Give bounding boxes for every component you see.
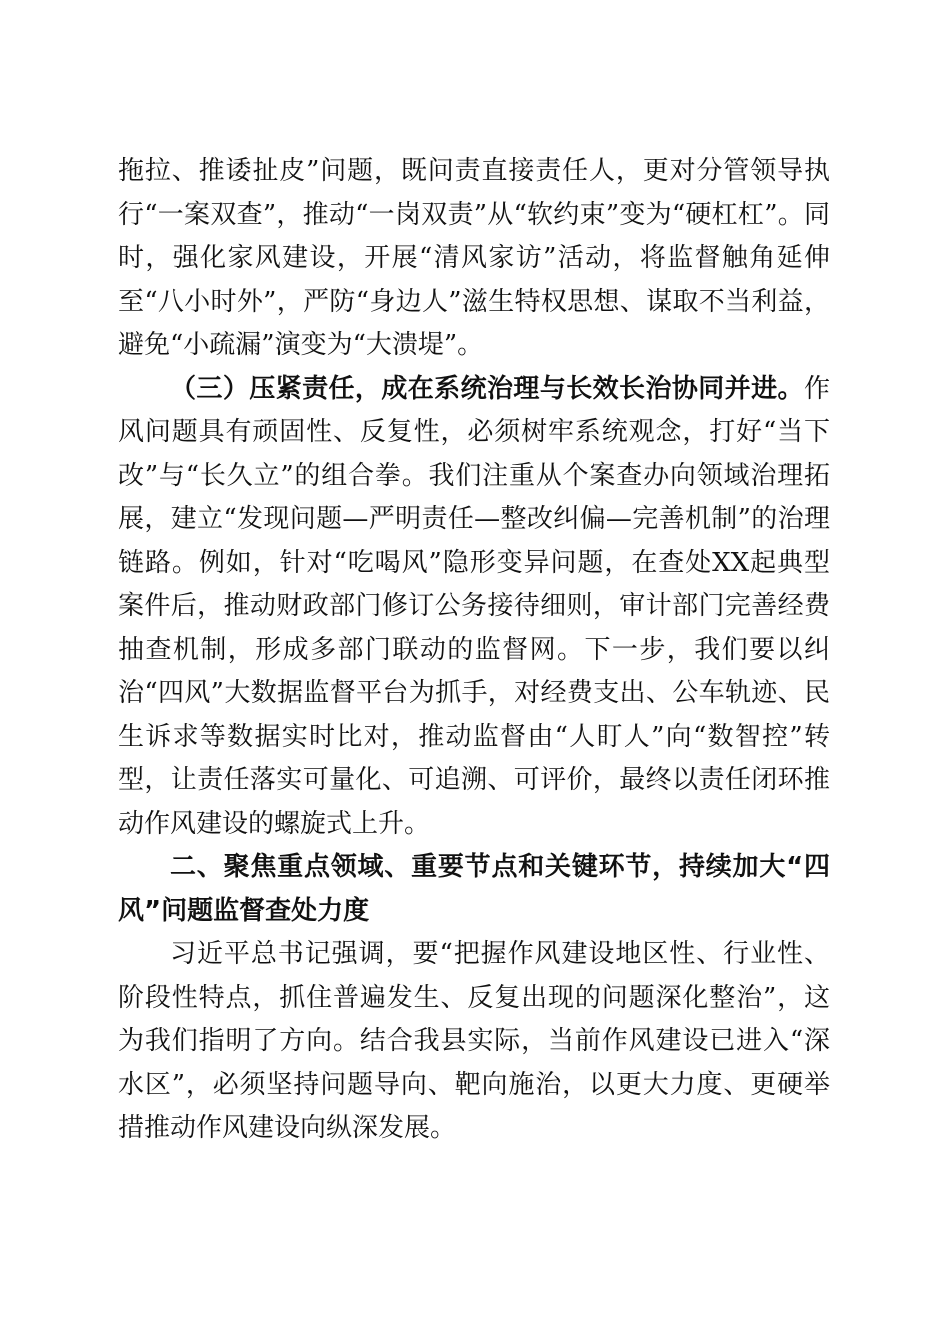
paragraph-section-two-intro: 习近平总书记强调，要“把握作风建设地区性、行业性、阶段性特点，抓住普遍发生、反复出现的问题深化整治”，这为我们指明了方向。结合我县实际，当前作风建设已进入“深水区”，必须坚持问题导向、靶向施治，以更大力度、更硬举措推动作风建设向纵深发展。 [118,939,830,1143]
section-heading-two: 二、聚焦重点领域、重要节点和关键环节，持续加大“四风”问题监督查处力度 [118,852,830,926]
document-body [118,150,830,1151]
paragraph-section-three [118,368,830,847]
section-three-body: 作风问题具有顽固性、反复性，必须树牢系统观念，打好“当下改”与“长久立”的组合拳。我们注重从个案查办向领域治理拓展，建立“发现问题—严明责任—整改纠偏—完善机制”的治理链路。例如，针对“吃喝风”隐形变异问题，在查处XX起典型案件后，推动财政部门修订公务接待细则，审计部门完善经费抽查机制，形成多部门联动的监督网。下一步，我们要以纠治“四风”大数据监督平台为抓手，对经费支出、公车轨迹、民生诉求等数据实时比对，推动监督由“人盯人”向“数智控”转型，让责任落实可量化、可追溯、可评价，最终以责任闭环推动作风建设的螺旋式上升。 [118,373,830,839]
section-three-lead: （三）压紧责任，成在系统治理与长效长治协同并进。 [170,373,804,404]
paragraph-continuation: 拖拉、推诿扯皮”问题，既问责直接责任人，更对分管领导执行“一案双查”，推动“一岗双责”从“软约束”变为“硬杠杠”。同时，强化家风建设，开展“清风家访”活动，将监督触角延伸至“八小时外”，严防“身边人”滋生特权思想、谋取不当利益，避免“小疏漏”演变为“大溃堤”。 [118,156,830,360]
